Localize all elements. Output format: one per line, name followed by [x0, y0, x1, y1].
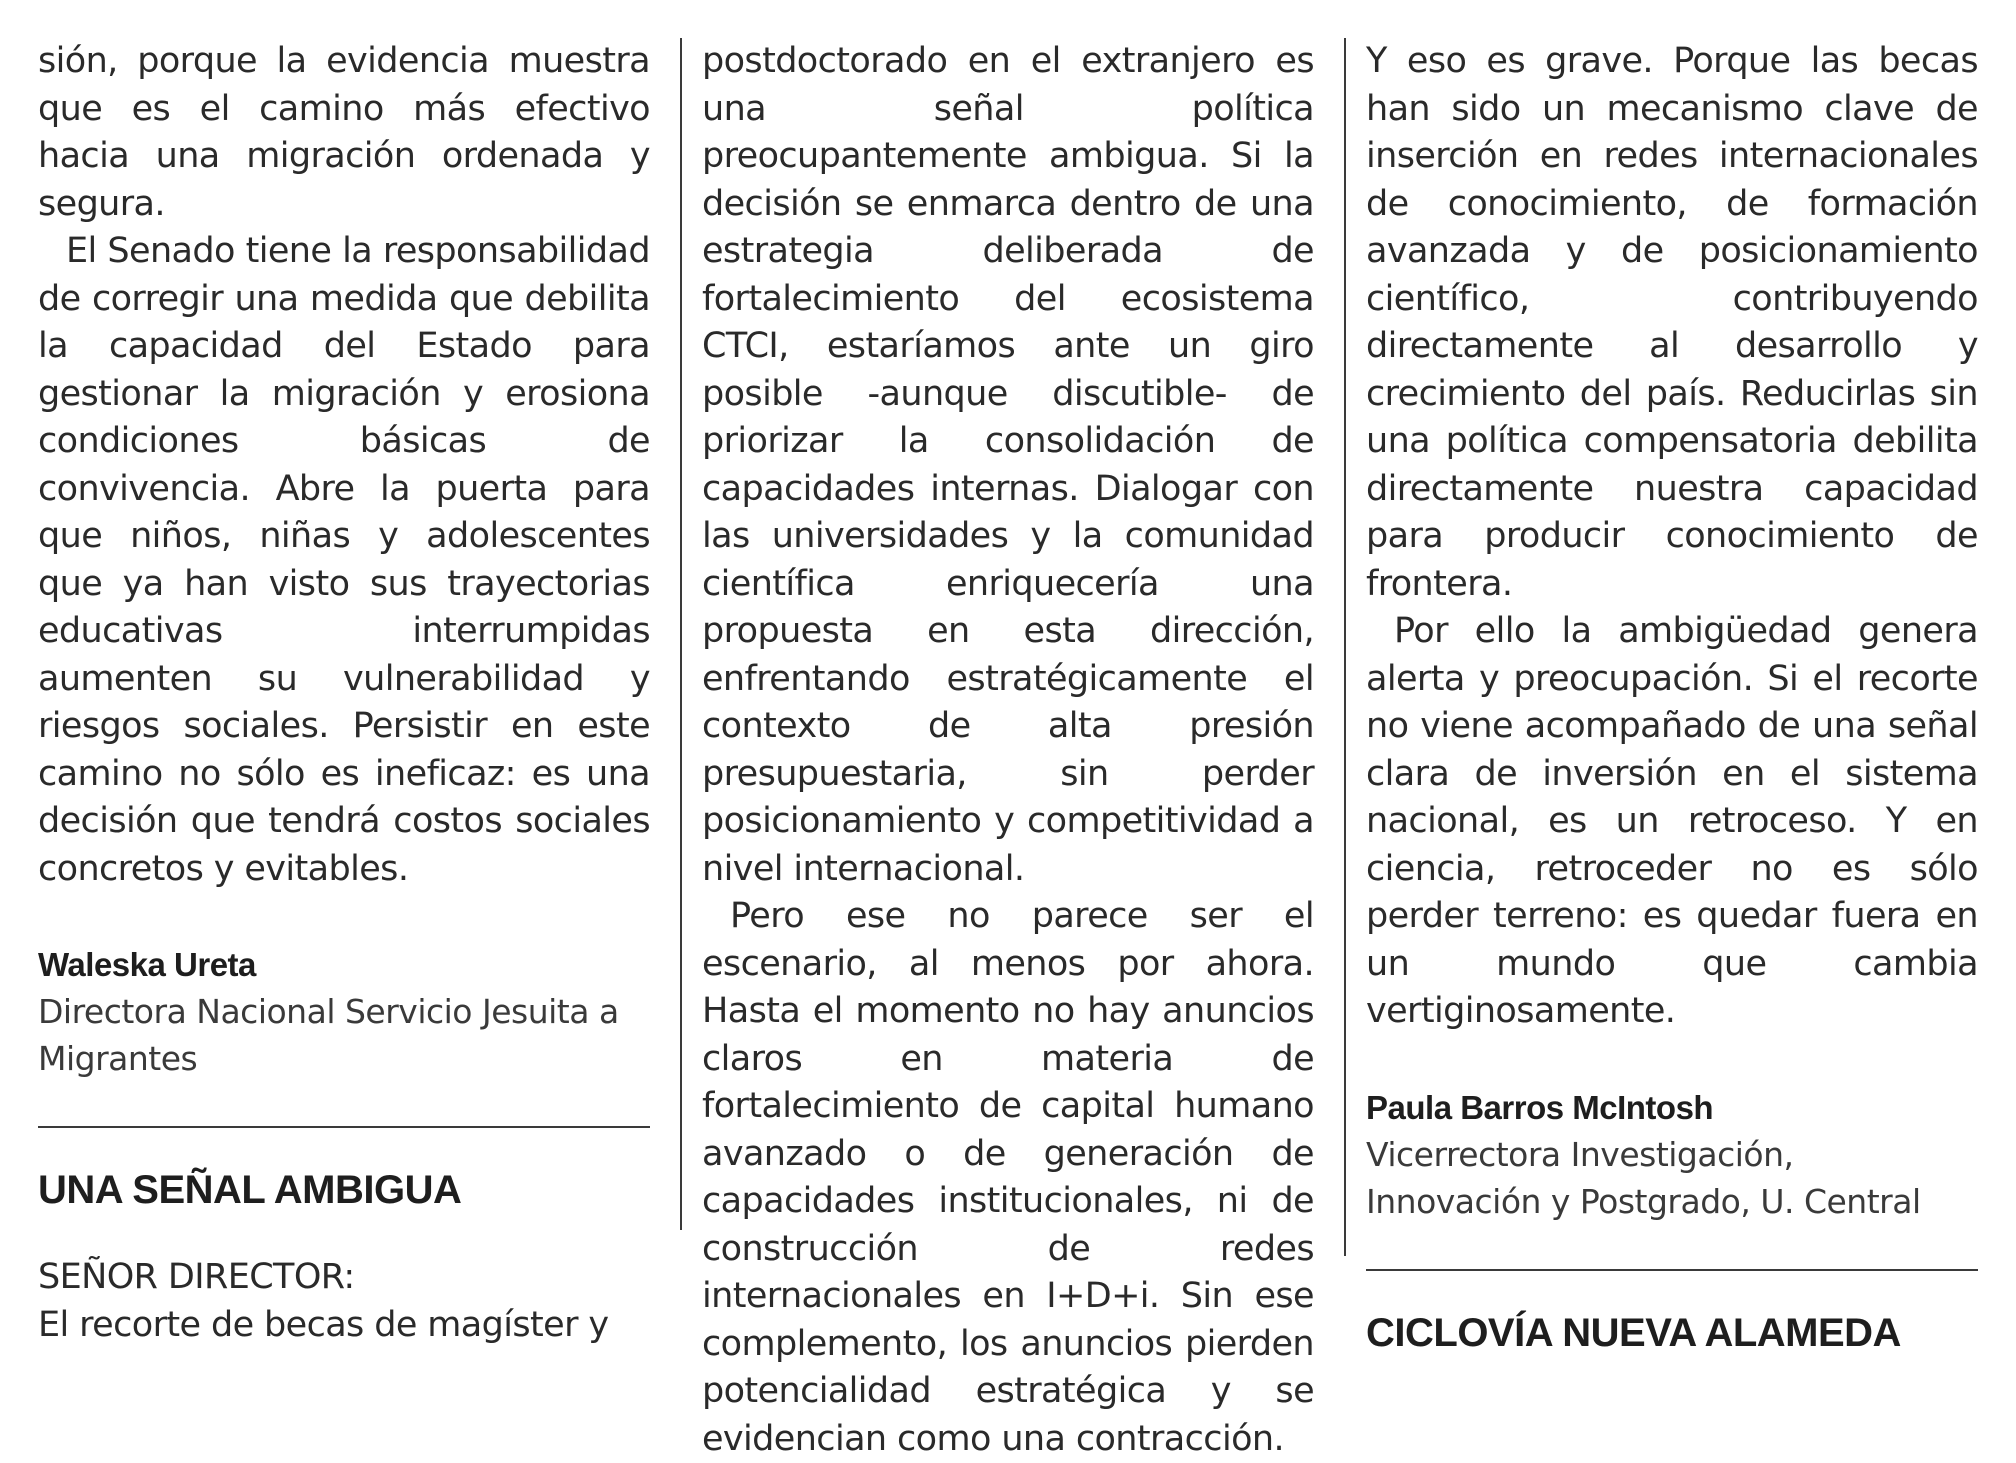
letter-paragraph: Pero ese no parece ser el escenario, al menos por ahora. Hasta el momento no hay anuncios claros en materia de fortalecimiento de capital humano avanzado o de generación de capacidades institucionales, ni de construcción de redes internacionales en I+D+i. Sin ese complemento, los anuncios pierden potencialidad estratégica y se evidencian como una contracción.: [702, 896, 1314, 1459]
section-divider: [38, 1126, 650, 1128]
signature-role: Directora Nacional Servicio Jesuita a Migrantes: [38, 992, 619, 1078]
section-divider: [1366, 1269, 1978, 1271]
column-divider: [1344, 38, 1346, 1256]
letter-paragraph: Y eso es grave. Porque las becas han sido un mecanismo clave de inserción en redes internacionales de conocimiento, de formación avanzada y de posicionamiento científico, contribuyendo directamente al desarrollo y crecimiento del país. Reducirlas sin una política compensatoria debilita directamente nuestra capacidad para producir conocimiento de frontera.: [1366, 41, 1978, 604]
letter-paragraph: postdoctorado en el extranjero es una señal política preocupantemente ambigua. Si la decisión se enmarca dentro de una estrategia deliberada de fortalecimiento del ecosistema CTCI, estaríamos ante un giro posible -aunque discutible- de priorizar la consolidación de capacidades internas. Dialogar con las universidades y la comunidad científica enriquecería una propuesta en esta dirección, enfrentando estratégicamente el contexto de alta presión presupuestaria, sin perder posicionamiento y competitividad a nivel internacional.: [702, 41, 1314, 889]
letter-paragraph: Por ello la ambigüedad genera alerta y preocupación. Si el recorte no viene acompañado de una señal clara de inversión en el sistema nacional, es un retroceso. Y en ciencia, retroceder no es sólo perder terreno: es quedar fuera en un mundo que cambia vertiginosamente.: [1366, 611, 1978, 1031]
letter-paragraph: El recorte de becas de magíster y: [38, 1304, 609, 1345]
letter-salutation: SEÑOR DIRECTOR:: [38, 1257, 355, 1297]
letter-title: CICLOVÍA NUEVA ALAMEDA: [1366, 1310, 1901, 1355]
column-2: [702, 38, 1314, 1463]
letter-title: UNA SEÑAL AMBIGUA: [38, 1168, 462, 1212]
column-3: [1366, 38, 1978, 1357]
signature-name: Waleska Ureta: [38, 946, 256, 983]
signature-role: Vicerrectora Investigación, Innovación y Postgrado, U. Central: [1366, 1134, 1921, 1221]
column-1: [38, 38, 650, 1349]
signature-name: Paula Barros McIntosh: [1366, 1088, 1714, 1126]
column-divider: [680, 38, 682, 1230]
letter-paragraph: sión, porque la evidencia muestra que es el camino más efectivo hacia una migración ordenada y segura.: [38, 41, 650, 224]
letter-paragraph: El Senado tiene la responsabilidad de corregir una medida que debilita la capacidad del Estado para gestionar la migración y erosiona condiciones básicas de convivencia. Abre la puerta para que niños, niñas y adolescentes que ya han visto sus trayectorias educativas interrumpidas aumenten su vulnerabilidad y riesgos sociales. Persistir en este camino no sólo es ineficaz: es una decisión que tendrá costos sociales concretos y evitables.: [38, 231, 650, 889]
